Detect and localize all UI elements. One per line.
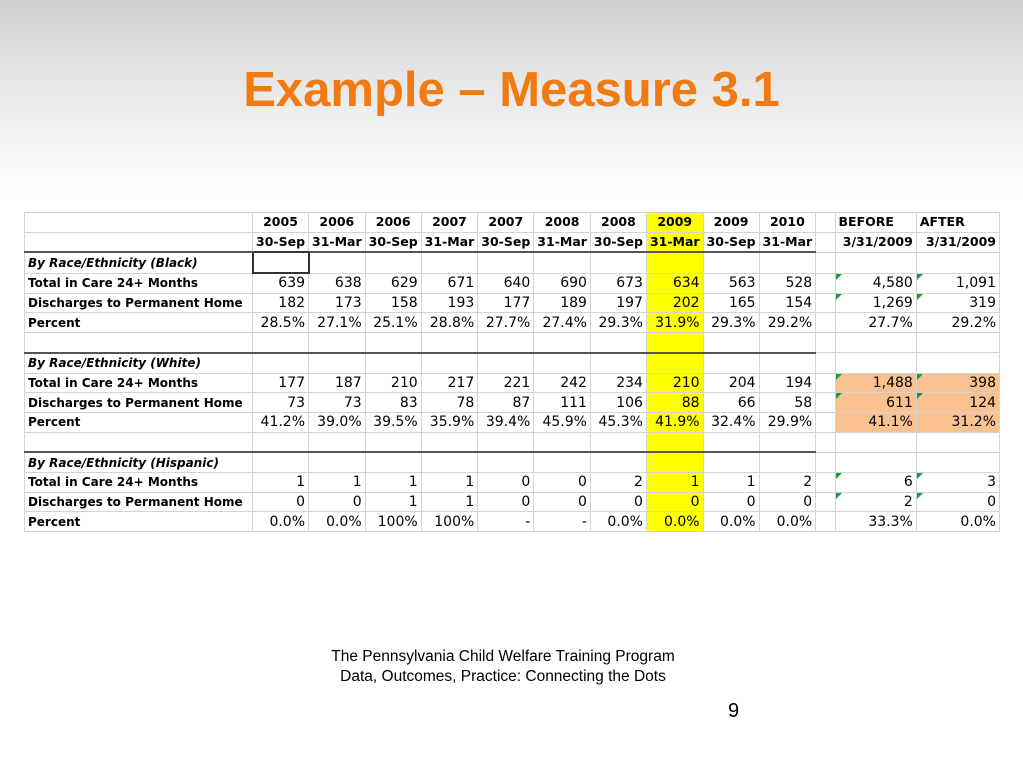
empty-cell [835,452,916,472]
empty-cell [253,432,309,452]
page-number: 9 [728,700,740,722]
empty-cell [759,252,816,273]
value-cell: 528 [759,273,816,293]
empty-cell [590,353,646,373]
value-cell: 29.2% [759,313,816,333]
spacer-cell [816,512,835,532]
after-value: 29.2% [916,313,999,333]
empty-cell [421,252,478,273]
footer [0,647,1006,687]
year-header: 2009 [703,213,759,233]
value-cell: 0.0% [590,512,646,532]
value-cell: 173 [309,293,366,313]
spacer-cell [816,353,835,373]
year-header: 2007 [478,213,534,233]
after-value: 0.0% [916,512,999,532]
spacer-cell [816,393,835,413]
empty-cell [253,333,309,353]
before-date-header: 3/31/2009 [835,232,916,252]
after-value: 31.2% [916,412,999,432]
empty-cell [916,333,999,353]
footer-line-2: Data, Outcomes, Practice: Connecting the Dots [340,668,666,685]
value-cell: 0 [309,492,366,512]
value-cell: 217 [421,373,478,393]
empty-cell [703,333,759,353]
empty-cell [309,432,366,452]
empty-cell [365,432,421,452]
after-value: 1,091 [916,273,999,293]
value-cell: 111 [534,393,591,413]
value-cell: 0 [478,492,534,512]
error-indicator-icon [917,374,923,380]
error-indicator-icon [917,493,923,499]
row-label: Discharges to Permanent Home [25,293,253,313]
empty-cell [835,353,916,373]
empty-cell [590,432,646,452]
value-cell: 0 [253,492,309,512]
value-cell: 28.8% [421,313,478,333]
empty-cell [309,252,366,273]
value-cell: 158 [365,293,421,313]
row-label: Percent [25,412,253,432]
before-value: 41.1% [835,412,916,432]
error-indicator-icon [836,294,842,300]
value-cell: 41.9% [646,412,703,432]
error-indicator-icon [917,473,923,479]
value-cell: 35.9% [421,412,478,432]
row-label: Total in Care 24+ Months [25,273,253,293]
empty-cell [759,452,816,472]
empty-cell [365,353,421,373]
empty-cell [534,432,591,452]
date-header: 31-Mar [421,232,478,252]
empty-cell [478,353,534,373]
before-value: 2 [835,492,916,512]
blank-row [25,333,1000,353]
value-cell: 45.3% [590,412,646,432]
value-cell: 210 [646,373,703,393]
value-cell: 0 [534,492,591,512]
empty-cell [365,333,421,353]
value-cell: 634 [646,273,703,293]
after-value: 0 [916,492,999,512]
spacer-cell [816,492,835,512]
before-value: 1,488 [835,373,916,393]
before-value: 27.7% [835,313,916,333]
date-header: 30-Sep [478,232,534,252]
spacer-cell [816,373,835,393]
value-cell: 0.0% [309,512,366,532]
row-label: Discharges to Permanent Home [25,393,253,413]
value-cell: 29.9% [759,412,816,432]
value-cell: 640 [478,273,534,293]
table-row [25,412,1000,432]
empty-cell [835,432,916,452]
empty-cell [646,333,703,353]
section-title: By Race/Ethnicity (Hispanic) [25,452,253,472]
empty-cell [253,252,309,273]
error-indicator-icon [917,294,923,300]
error-indicator-icon [836,393,842,399]
empty-cell [534,333,591,353]
value-cell: 29.3% [703,313,759,333]
date-header: 31-Mar [646,232,703,252]
empty-cell [421,353,478,373]
value-cell: 29.3% [590,313,646,333]
header-row-years [25,213,1000,233]
value-cell: 0 [759,492,816,512]
year-header: 2005 [253,213,309,233]
spacer-cell [816,213,835,233]
empty-cell [916,432,999,452]
value-cell: 87 [478,393,534,413]
value-cell: 204 [703,373,759,393]
empty-cell [646,252,703,273]
value-cell: 639 [253,273,309,293]
date-header: 31-Mar [309,232,366,252]
value-cell: 1 [703,472,759,492]
value-cell: 27.4% [534,313,591,333]
year-header: 2009 [646,213,703,233]
date-header: 30-Sep [365,232,421,252]
before-value: 6 [835,472,916,492]
table-row [25,313,1000,333]
error-indicator-icon [836,493,842,499]
header-row-dates [25,232,1000,252]
table-row [25,512,1000,532]
table-row [25,293,1000,313]
empty-cell [534,452,591,472]
empty-cell [421,333,478,353]
date-header: 30-Sep [590,232,646,252]
blank-row [25,432,1000,452]
empty-cell [478,432,534,452]
empty-cell [590,452,646,472]
value-cell: 100% [365,512,421,532]
value-cell: 197 [590,293,646,313]
value-cell: 83 [365,393,421,413]
value-cell: 39.0% [309,412,366,432]
spacer-cell [816,293,835,313]
empty-cell [835,252,916,273]
after-header: AFTER [916,213,999,233]
value-cell: 25.1% [365,313,421,333]
year-header: 2008 [590,213,646,233]
spacer-cell [816,273,835,293]
after-value: 124 [916,393,999,413]
row-label: Percent [25,313,253,333]
empty-cell [703,353,759,373]
section-title-row [25,252,1000,273]
value-cell: 673 [590,273,646,293]
value-cell: 638 [309,273,366,293]
value-cell: 2 [590,472,646,492]
value-cell: 45.9% [534,412,591,432]
spreadsheet-image [24,212,1000,530]
year-header: 2006 [309,213,366,233]
before-value: 33.3% [835,512,916,532]
empty-cell [309,452,366,472]
date-header: 31-Mar [759,232,816,252]
value-cell: 2 [759,472,816,492]
empty-cell [835,333,916,353]
spacer-cell [816,232,835,252]
value-cell: 32.4% [703,412,759,432]
value-cell: 182 [253,293,309,313]
value-cell: 0 [590,492,646,512]
empty-cell [646,432,703,452]
empty-cell [916,252,999,273]
empty-cell [253,353,309,373]
value-cell: 28.5% [253,313,309,333]
value-cell: - [534,512,591,532]
empty-cell [590,252,646,273]
year-header: 2008 [534,213,591,233]
after-date-header: 3/31/2009 [916,232,999,252]
empty-cell [534,353,591,373]
empty-cell [759,333,816,353]
row-label: Discharges to Permanent Home [25,492,253,512]
value-cell: 221 [478,373,534,393]
value-cell: 0.0% [253,512,309,532]
table-row [25,273,1000,293]
row-label: Percent [25,512,253,532]
empty-cell [759,353,816,373]
value-cell: 194 [759,373,816,393]
empty-cell [421,452,478,472]
value-cell: 31.9% [646,313,703,333]
year-header: 2006 [365,213,421,233]
value-cell: 154 [759,293,816,313]
value-cell: 0 [534,472,591,492]
section-title-row [25,452,1000,472]
value-cell: 690 [534,273,591,293]
value-cell: 27.1% [309,313,366,333]
empty-cell [478,333,534,353]
empty-cell [703,452,759,472]
value-cell: 177 [253,373,309,393]
value-cell: 202 [646,293,703,313]
header-blank [25,213,253,233]
value-cell: 1 [365,472,421,492]
empty-cell [590,333,646,353]
table-row [25,373,1000,393]
empty-cell [365,452,421,472]
value-cell: 0.0% [646,512,703,532]
value-cell: 629 [365,273,421,293]
empty-cell [478,452,534,472]
before-value: 4,580 [835,273,916,293]
empty-cell [916,452,999,472]
value-cell: 41.2% [253,412,309,432]
data-table [24,212,1000,532]
row-label: Total in Care 24+ Months [25,373,253,393]
value-cell: 1 [646,472,703,492]
empty-cell [916,353,999,373]
empty-cell [478,252,534,273]
before-value: 611 [835,393,916,413]
error-indicator-icon [917,274,923,280]
date-header: 30-Sep [703,232,759,252]
value-cell: 1 [421,492,478,512]
after-value: 319 [916,293,999,313]
table-row [25,492,1000,512]
value-cell: 193 [421,293,478,313]
empty-cell [646,353,703,373]
empty-cell [646,452,703,472]
value-cell: 78 [421,393,478,413]
value-cell: 234 [590,373,646,393]
value-cell: 66 [703,393,759,413]
value-cell: 1 [365,492,421,512]
date-header: 30-Sep [253,232,309,252]
empty-cell [309,353,366,373]
value-cell: 563 [703,273,759,293]
value-cell: 73 [309,393,366,413]
after-value: 398 [916,373,999,393]
year-header: 2010 [759,213,816,233]
spacer-cell [816,472,835,492]
error-indicator-icon [836,473,842,479]
empty-cell [25,432,253,452]
spacer-cell [816,313,835,333]
table-row [25,472,1000,492]
header-blank [25,232,253,252]
spacer-cell [816,432,835,452]
section-title: By Race/Ethnicity (Black) [25,252,253,273]
value-cell: 177 [478,293,534,313]
value-cell: 165 [703,293,759,313]
empty-cell [703,252,759,273]
spacer-cell [816,333,835,353]
empty-cell [703,432,759,452]
empty-cell [309,333,366,353]
error-indicator-icon [836,374,842,380]
empty-cell [253,452,309,472]
value-cell: 27.7% [478,313,534,333]
value-cell: 0.0% [703,512,759,532]
year-header: 2007 [421,213,478,233]
value-cell: 39.4% [478,412,534,432]
table-row [25,393,1000,413]
empty-cell [534,252,591,273]
value-cell: 671 [421,273,478,293]
value-cell: 187 [309,373,366,393]
spacer-cell [816,452,835,472]
spacer-cell [816,412,835,432]
value-cell: 0 [703,492,759,512]
value-cell: 88 [646,393,703,413]
row-label: Total in Care 24+ Months [25,472,253,492]
empty-cell [365,252,421,273]
value-cell: 0 [478,472,534,492]
footer-line-1: The Pennsylvania Child Welfare Training Program [331,648,675,665]
value-cell: 39.5% [365,412,421,432]
value-cell: 106 [590,393,646,413]
value-cell: 1 [421,472,478,492]
spacer-cell [816,252,835,273]
value-cell: 242 [534,373,591,393]
value-cell: 0.0% [759,512,816,532]
value-cell: 58 [759,393,816,413]
before-value: 1,269 [835,293,916,313]
value-cell: 1 [253,472,309,492]
value-cell: - [478,512,534,532]
value-cell: 189 [534,293,591,313]
error-indicator-icon [836,274,842,280]
empty-cell [421,432,478,452]
empty-cell [759,432,816,452]
error-indicator-icon [917,393,923,399]
section-title: By Race/Ethnicity (White) [25,353,253,373]
value-cell: 0 [646,492,703,512]
value-cell: 73 [253,393,309,413]
date-header: 31-Mar [534,232,591,252]
after-value: 3 [916,472,999,492]
slide-title: Example – Measure 3.1 [243,63,780,117]
value-cell: 1 [309,472,366,492]
section-title-row [25,353,1000,373]
empty-cell [25,333,253,353]
value-cell: 210 [365,373,421,393]
before-header: BEFORE [835,213,916,233]
value-cell: 100% [421,512,478,532]
